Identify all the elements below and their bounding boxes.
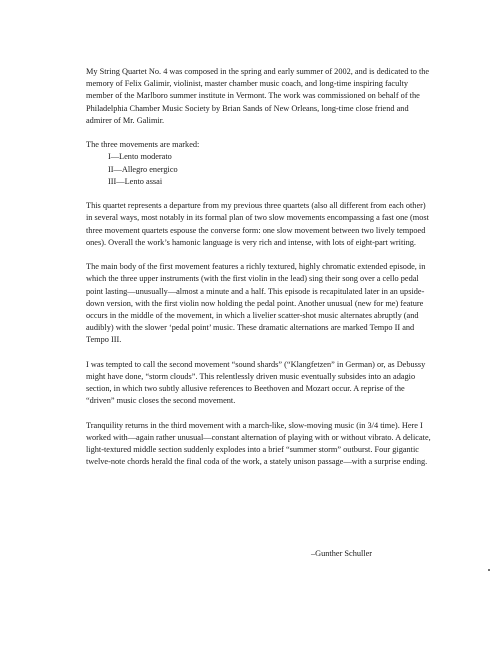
movement-item: I—Lento moderato [108, 152, 172, 162]
second-movement-paragraph: I was tempted to call the second movement “sound shards” (“Klangfetzen” in German) or, as Debussy might have done, “storm clouds”. This relentlessly driven music eventually subsides into an adagio section, in which two subtly allusive references to Beethoven and Mozart occur. A reprise of the “driven” music closes the second movement. [86, 359, 426, 406]
intro-paragraph: My String Quartet No. 4 was composed in the spring and early summer of 2002, and is dedicated to the memory of Felix Galimir, violinist, master chamber music coach, and long-time inspiring faculty member of the Marlboro summer institute in Vermont. The work was commissioned on behalf of the Philadelphia Chamber Music Society by Brian Sands of New Orleans, long-time close friend and admirer of Mr. Galimir. [86, 67, 430, 125]
movements-list [86, 151, 431, 188]
signature: –Gunther Schuller [311, 549, 373, 558]
form-paragraph: This quartet represents a departure from my previous three quartets (also all different from each other) in several ways, most notably in its formal plan of two slow movements encompassing a fast one (most three movement quartets espouse the converse form: one slow movement between two lively tempoed ones). Overall the work’s hamonic language is very rich and intense, with lots of eight-part writing. [86, 201, 429, 247]
third-movement-paragraph: Tranquility returns in the third movement with a march-like, slow-moving music (in 3/4 time). Here I worked with—again rather unusual—constant alternation of playing with or without vibrato. A delicate, light-textured middle section suddenly explodes into a brief “summer storm” outburst. Four gigantic twelve-note chords herald the final coda of the work, a stately unison passage—with a surprise ending. [86, 420, 431, 467]
first-movement-paragraph: The main body of the first movement features a richly textured, highly chromatic extended episode, in which the three upper instruments (with the first violin in the lead) sing their song over a cello pedal point lasting—unusually—almost a minute and a half. This episode is recapitulated later in an upside-down version, with the first violin now holding the pedal point. Another unusual (new for me) feature occurs in the middle of the movement, in which a livelier scatter-shot music alternates abruptly (and audibly) with the slower ‘pedal point’ music. These dramatic alternations are marked Tempo II and Tempo III. [86, 262, 426, 345]
movement-item: III—Lento assai [108, 176, 163, 186]
movement-item: II—Allegro energico [108, 164, 178, 174]
letter-body [86, 66, 431, 481]
movements-intro: The three movements are marked: [86, 140, 200, 150]
scan-speck [488, 569, 490, 571]
